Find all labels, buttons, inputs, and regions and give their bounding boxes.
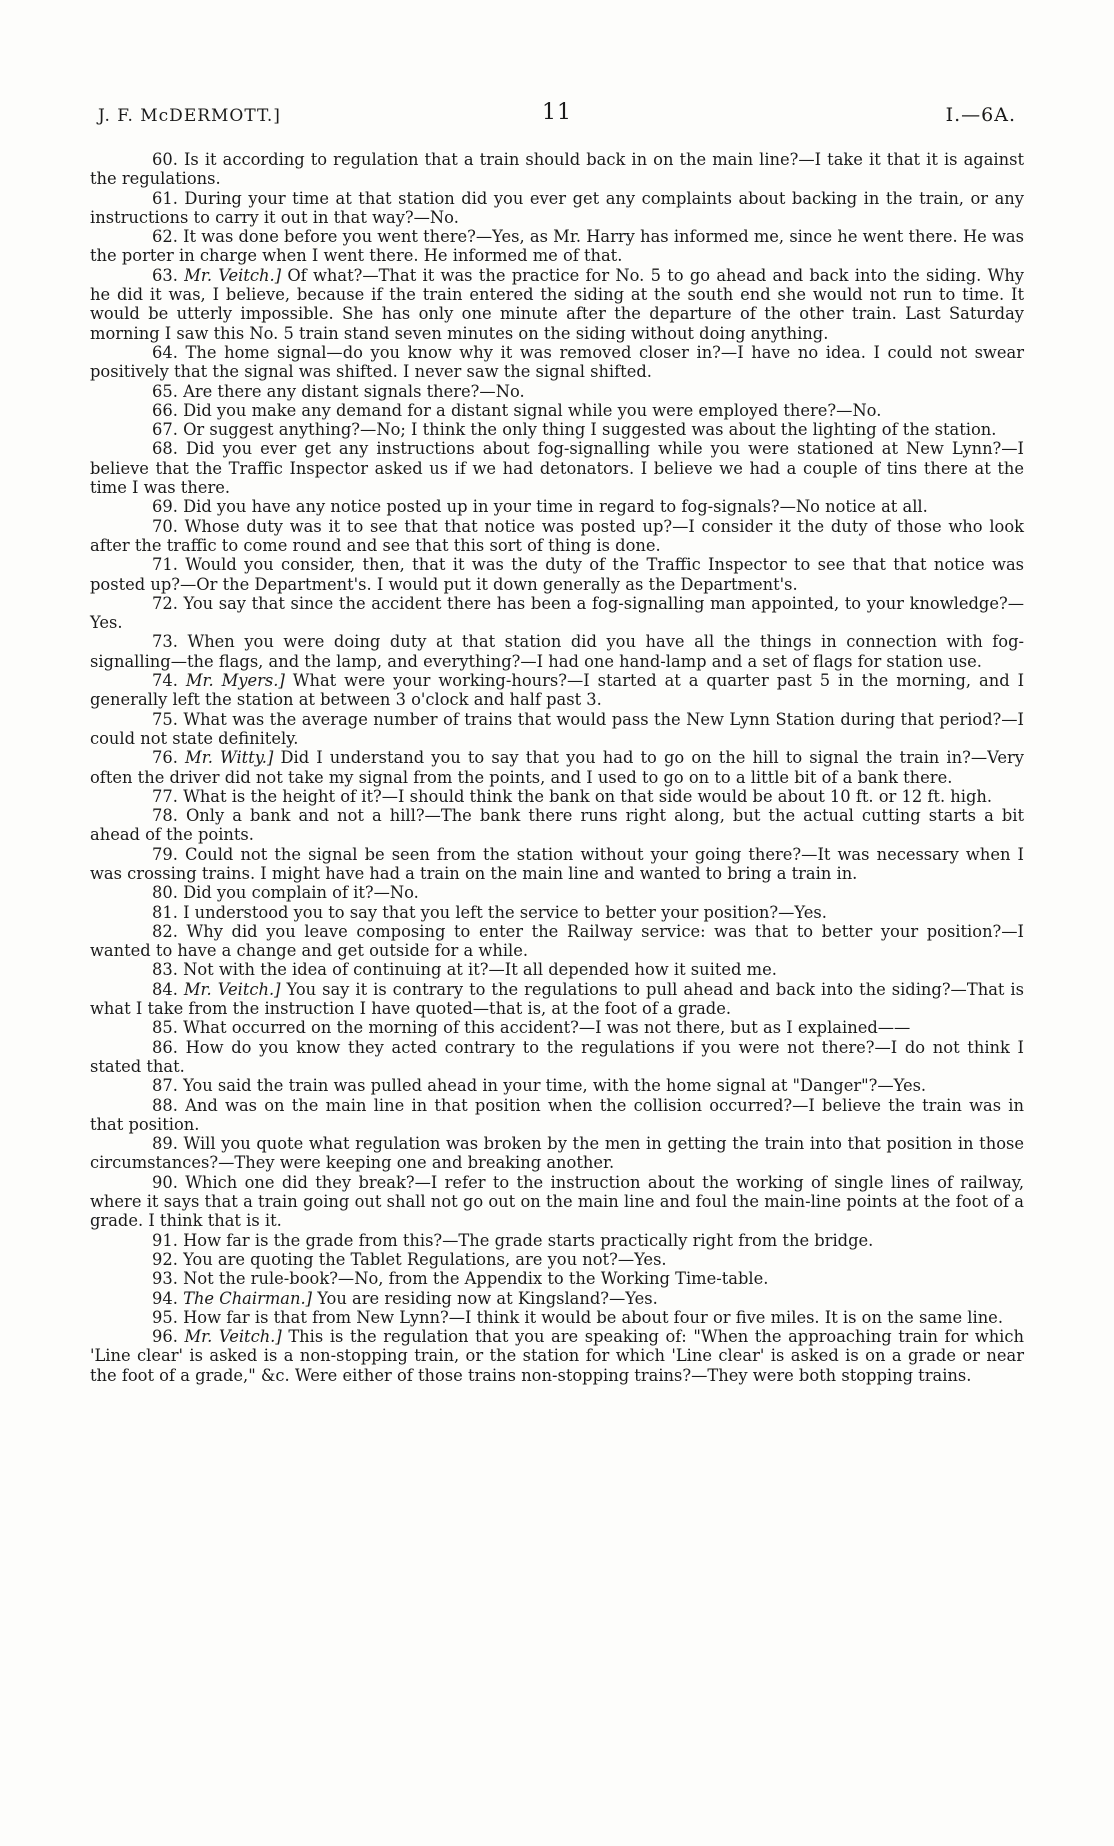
question-answer-text: Did you have any notice posted up in your time in regard to fog-signals?—No notice at all. xyxy=(183,497,928,517)
question-number: 70. xyxy=(152,516,185,536)
testimony-paragraph xyxy=(90,1231,1024,1250)
testimony-paragraph xyxy=(90,266,1024,343)
question-number: 81. xyxy=(152,902,184,922)
question-answer-text: Not with the idea of continuing at it?—It all depended how it suited me. xyxy=(183,960,777,980)
testimony-paragraph xyxy=(90,1096,1024,1135)
question-answer-text: When you were doing duty at that station did you have all the things in connection with fog-signalling—the flags, and the lamp, and everything?—I had one hand-lamp and a set of flags for station use. xyxy=(90,632,1024,671)
question-answer-text: How do you know they acted contrary to the regulations if you were not there?—I do not think I stated that. xyxy=(90,1037,1024,1076)
testimony-paragraph xyxy=(90,150,1024,189)
testimony-paragraph xyxy=(90,1134,1024,1173)
question-number: 90. xyxy=(152,1172,186,1192)
testimony-paragraph xyxy=(90,883,1024,902)
witness-name: J. F. McDERMOTT.] xyxy=(98,106,281,126)
question-number: 89. xyxy=(152,1134,184,1154)
page-header xyxy=(90,100,1024,140)
question-answer-text: What were your working-hours?—I started at a quarter past 5 in the morning, and I generally left the station at between 3 o'clock and half past 3. xyxy=(90,671,1024,710)
question-answer-text: It was done before you went there?—Yes, as Mr. Harry has informed me, since he went there. He was the porter in charge when I went there. He informed me of that. xyxy=(90,227,1024,266)
testimony-paragraph xyxy=(90,1173,1024,1231)
question-number: 71. xyxy=(152,555,186,575)
speaker-label: Mr. Veitch.] xyxy=(184,265,282,285)
question-number: 72. xyxy=(152,593,184,613)
question-answer-text: How far is the grade from this?—The grade starts practically right from the bridge. xyxy=(183,1230,874,1250)
question-number: 76. xyxy=(152,748,186,768)
paper-reference: I.—6A. xyxy=(945,104,1016,126)
testimony-paragraph xyxy=(90,227,1024,266)
testimony-paragraph xyxy=(90,903,1024,922)
question-number: 75. xyxy=(152,709,184,729)
question-answer-text: Or suggest anything?—No; I think the only thing I suggested was about the lighting of the station. xyxy=(183,420,997,440)
question-answer-text: You say it is contrary to the regulations to pull ahead and back into the siding?—That is what I take from the instruction I have quoted—that is, at the foot of a grade. xyxy=(90,979,1024,1019)
speaker-label: Mr. Witty.] xyxy=(185,748,274,768)
question-answer-text: I understood you to say that you left the service to better your position?—Yes. xyxy=(183,902,827,922)
question-answer-text: Could not the signal be seen from the station without your going there?—It was necessary when I was crossing trains. I might have had a train on the main line and wanted to bring a train in. xyxy=(90,844,1024,883)
question-number: 73. xyxy=(152,632,188,652)
question-number: 69. xyxy=(152,497,184,517)
question-number: 84. xyxy=(152,979,184,999)
question-number: 96. xyxy=(152,1327,185,1347)
question-answer-text: Which one did they break?—I refer to the instruction about the working of single lines of railway, where it says that a train going out shall not go out on the main line and foul the main-line points at the foot of a grade. I think that is it. xyxy=(90,1172,1024,1231)
testimony-paragraph xyxy=(90,748,1024,787)
testimony-paragraph xyxy=(90,1308,1024,1327)
testimony-paragraph xyxy=(90,594,1024,633)
question-answer-text: Did I understand you to say that you had to go on the hill to signal the train in?—Very often the driver did not take my signal from the points, and I used to go on to a little bit of a bank there. xyxy=(90,748,1024,787)
question-answer-text: You say that since the accident there has been a fog-signalling man appointed, to your knowledge?—Yes. xyxy=(90,593,1025,633)
testimony-paragraph xyxy=(90,922,1024,961)
question-number: 66. xyxy=(152,400,184,420)
question-answer-text: Did you complain of it?—No. xyxy=(183,883,419,903)
question-number: 74. xyxy=(152,671,186,691)
question-number: 68. xyxy=(152,439,186,459)
testimony-paragraph xyxy=(90,1250,1024,1269)
question-answer-text: Did you make any demand for a distant signal while you were employed there?—No. xyxy=(183,400,882,420)
question-number: 83. xyxy=(152,960,184,980)
question-number: 94. xyxy=(152,1288,184,1308)
question-answer-text: Would you consider, then, that it was the duty of the Traffic Inspector to see that that notice was posted up?—Or the Department's. I would put it down generally as the Department's. xyxy=(90,555,1025,594)
question-number: 62. xyxy=(152,227,184,247)
testimony-paragraph xyxy=(90,1289,1024,1308)
testimony-paragraph xyxy=(90,1076,1024,1095)
testimony-paragraph xyxy=(90,555,1024,594)
testimony-paragraph xyxy=(90,189,1024,228)
question-number: 80. xyxy=(152,883,184,903)
question-number: 63. xyxy=(152,265,185,285)
question-answer-text: And was on the main line in that position when the collision occurred?—I believe the train was in that position. xyxy=(90,1095,1024,1134)
speaker-label: Mr. Myers.] xyxy=(185,671,285,691)
testimony-paragraph xyxy=(90,420,1024,439)
question-number: 92. xyxy=(152,1249,184,1269)
question-answer-text: Whose duty was it to see that that notice was posted up?—I consider it the duty of those who look after the traffic to come round and see that this sort of thing is done. xyxy=(90,516,1024,555)
question-answer-text: Of what?—That it was the practice for No. 5 to go ahead and back into the siding. Why he did it was, I believe, because if the train entered the siding at the south end she would not run to time. It would be utterly impossible. She has only one minute after the departure of the other train. Last Saturday morning I saw this No. 5 train stand seven minutes on the siding without doing anything. xyxy=(90,265,1025,343)
testimony-paragraph xyxy=(90,632,1024,671)
question-answer-text: What was the average number of trains that would pass the New Lynn Station during that period?—I could not state definitely. xyxy=(90,709,1024,748)
testimony-paragraph xyxy=(90,517,1024,556)
question-answer-text: What is the height of it?—I should think the bank on that side would be about 10 ft. or 12 ft. high. xyxy=(183,786,993,806)
question-answer-text: Only a bank and not a hill?—The bank there runs right along, but the actual cutting starts a bit ahead of the points. xyxy=(90,806,1024,845)
testimony-paragraph xyxy=(90,439,1024,497)
question-number: 64. xyxy=(152,342,186,362)
question-number: 95. xyxy=(152,1307,184,1327)
testimony-paragraph xyxy=(90,343,1024,382)
testimony-paragraph xyxy=(90,671,1024,710)
question-number: 77. xyxy=(152,786,184,806)
testimony-paragraph xyxy=(90,497,1024,516)
testimony-paragraph xyxy=(90,787,1024,806)
question-answer-text: During your time at that station did you ever get any complaints about backing in the train, or any instructions to carry it out in that way?—No. xyxy=(90,188,1024,227)
question-number: 79. xyxy=(152,844,185,864)
testimony-paragraph xyxy=(90,980,1024,1019)
question-answer-text: Why did you leave composing to enter the Railway service: was that to better your position?—I wanted to have a change and get outside for a while. xyxy=(90,921,1024,961)
question-answer-text: Is it according to regulation that a train should back in on the main line?—I take it that it is against the regulations. xyxy=(90,150,1024,189)
testimony-paragraph xyxy=(90,1018,1024,1037)
question-answer-text: You are quoting the Tablet Regulations, are you not?—Yes. xyxy=(183,1249,667,1269)
question-answer-text: What occurred on the morning of this accident?—I was not there, but as I explained—— xyxy=(183,1018,911,1038)
question-number: 78. xyxy=(152,806,186,826)
question-number: 88. xyxy=(152,1095,186,1115)
speaker-label: Mr. Veitch.] xyxy=(183,979,281,999)
question-number: 60. xyxy=(152,150,184,169)
testimony-paragraph xyxy=(90,382,1024,401)
question-answer-text: Will you quote what regulation was broken by the men in getting the train into that position in those circumstances?—They were keeping one and breaking another. xyxy=(90,1134,1024,1173)
testimony-paragraph xyxy=(90,1038,1024,1077)
question-answer-text: This is the regulation that you are speaking of: "When the approaching train for which 'Line clear' is asked is a non-stopping train, or the station for which 'Line clear' is asked is on a grade or near the foot of a grade," &c. Were either of those trains non-stopping trains?—They were both stopping trains. xyxy=(90,1327,1024,1385)
speaker-label: The Chairman.] xyxy=(183,1288,313,1308)
testimony-paragraph xyxy=(90,710,1024,749)
question-number: 85. xyxy=(152,1018,184,1038)
question-number: 67. xyxy=(152,420,184,440)
question-number: 61. xyxy=(152,188,185,208)
question-answer-text: How far is that from New Lynn?—I think it would be about four or five miles. It is on the same line. xyxy=(183,1307,1003,1327)
question-answer-text: Not the rule-book?—No, from the Appendix to the Working Time-table. xyxy=(183,1269,769,1289)
question-number: 87. xyxy=(152,1076,184,1096)
testimony-paragraph xyxy=(90,960,1024,979)
page-number: 11 xyxy=(542,100,572,125)
testimony-paragraph xyxy=(90,401,1024,420)
question-number: 86. xyxy=(152,1037,186,1057)
question-number: 93. xyxy=(152,1269,184,1289)
question-answer-text: The home signal—do you know why it was removed closer in?—I have no idea. I could not swear positively that the signal was shifted. I never saw the signal shifted. xyxy=(90,342,1024,382)
question-number: 65. xyxy=(152,381,184,401)
testimony-paragraph xyxy=(90,806,1024,845)
question-answer-text: You said the train was pulled ahead in your time, with the home signal at "Danger"?—Yes. xyxy=(183,1076,927,1096)
question-answer-text: You are residing now at Kingsland?—Yes. xyxy=(312,1288,658,1308)
question-answer-text: Are there any distant signals there?—No. xyxy=(183,381,525,401)
question-number: 91. xyxy=(152,1230,184,1250)
question-number: 82. xyxy=(152,921,187,941)
question-answer-text: Did you ever get any instructions about fog-signalling while you were stationed at New Lynn?—I believe that the Traffic Inspector asked us if we had detonators. I believe we had a couple of tins there at the time I was there. xyxy=(90,439,1024,498)
testimony-paragraph xyxy=(90,1327,1024,1385)
testimony-body xyxy=(90,150,1024,1385)
speaker-label: Mr. Veitch.] xyxy=(184,1327,282,1347)
testimony-paragraph xyxy=(90,845,1024,884)
testimony-paragraph xyxy=(90,1269,1024,1288)
